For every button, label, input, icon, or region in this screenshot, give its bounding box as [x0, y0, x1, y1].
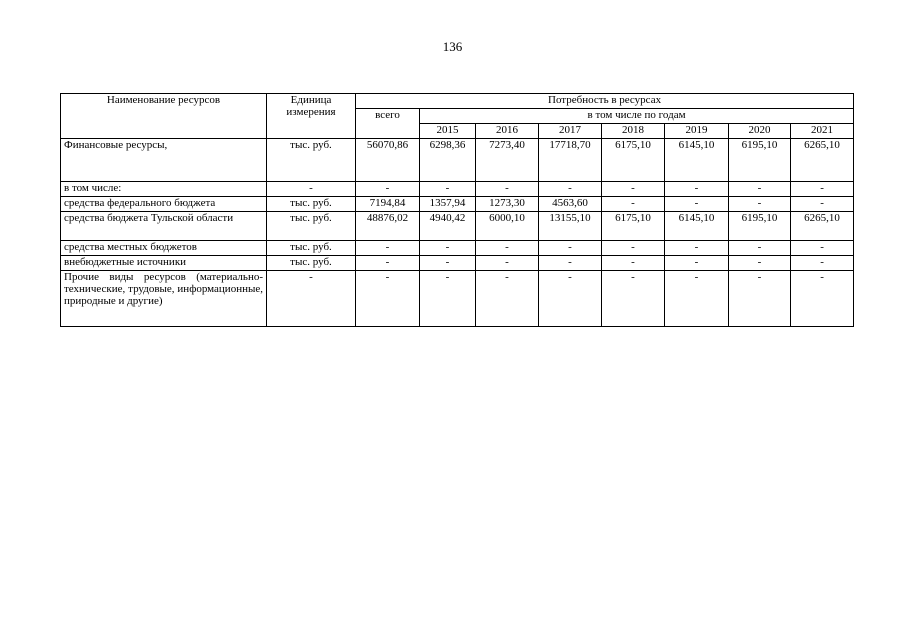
row-year-value: -	[539, 241, 602, 256]
header-by-years: в том числе по годам	[420, 109, 854, 124]
row-year-value: 1273,30	[476, 197, 539, 212]
row-name: Финансовые ресурсы,	[61, 139, 267, 182]
row-year-value: -	[791, 182, 854, 197]
row-year-value: -	[539, 256, 602, 271]
row-year-value: -	[729, 256, 791, 271]
row-year-value: 6000,10	[476, 212, 539, 241]
row-unit: тыс. руб.	[267, 139, 356, 182]
row-year-value: -	[602, 256, 665, 271]
row-year-value: 6265,10	[791, 212, 854, 241]
header-name: Наименование ресурсов	[61, 94, 267, 139]
row-name: в том числе:	[61, 182, 267, 197]
row-year-value: -	[420, 256, 476, 271]
row-year-value: 1357,94	[420, 197, 476, 212]
row-year-value: -	[539, 271, 602, 327]
row-year-value: -	[665, 256, 729, 271]
row-year-value: -	[602, 241, 665, 256]
header-year: 2021	[791, 124, 854, 139]
row-total: -	[356, 271, 420, 327]
row-name: средства федерального бюджета	[61, 197, 267, 212]
table-row	[61, 271, 854, 327]
row-name: внебюджетные источники	[61, 256, 267, 271]
row-year-value: -	[791, 241, 854, 256]
row-year-value: -	[729, 241, 791, 256]
table-row	[61, 197, 854, 212]
table-row	[61, 241, 854, 256]
table-row	[61, 212, 854, 241]
row-name: средства бюджета Тульской области	[61, 212, 267, 241]
row-year-value: -	[420, 182, 476, 197]
row-total: 7194,84	[356, 197, 420, 212]
row-year-value: 6145,10	[665, 212, 729, 241]
row-year-value: 6145,10	[665, 139, 729, 182]
row-year-value: -	[729, 271, 791, 327]
row-year-value: -	[476, 241, 539, 256]
header-year: 2020	[729, 124, 791, 139]
row-year-value: -	[665, 241, 729, 256]
row-year-value: -	[791, 271, 854, 327]
row-year-value: -	[420, 271, 476, 327]
header-unit: Единица измерения	[267, 94, 356, 139]
header-year: 2017	[539, 124, 602, 139]
row-year-value: -	[476, 256, 539, 271]
row-total: -	[356, 256, 420, 271]
table-row	[61, 256, 854, 271]
row-year-value: -	[791, 256, 854, 271]
row-year-value: -	[539, 182, 602, 197]
row-name: Прочие виды ресурсов (материально-технические, трудовые, информационные, природные и другие)	[61, 271, 267, 327]
header-row-1	[61, 94, 854, 109]
row-year-value: -	[665, 271, 729, 327]
row-year-value: 17718,70	[539, 139, 602, 182]
row-name: средства местных бюджетов	[61, 241, 267, 256]
row-year-value: 13155,10	[539, 212, 602, 241]
row-year-value: 6175,10	[602, 212, 665, 241]
row-unit: тыс. руб.	[267, 197, 356, 212]
row-year-value: -	[602, 182, 665, 197]
row-year-value: 4940,42	[420, 212, 476, 241]
row-year-value: -	[602, 197, 665, 212]
row-total: 56070,86	[356, 139, 420, 182]
row-unit: -	[267, 182, 356, 197]
row-year-value: -	[729, 182, 791, 197]
header-need: Потребность в ресурсах	[356, 94, 854, 109]
row-unit: тыс. руб.	[267, 212, 356, 241]
row-year-value: -	[420, 241, 476, 256]
row-year-value: 6195,10	[729, 139, 791, 182]
header-year: 2015	[420, 124, 476, 139]
row-year-value: 6175,10	[602, 139, 665, 182]
row-year-value: 7273,40	[476, 139, 539, 182]
header-year: 2019	[665, 124, 729, 139]
row-year-value: -	[729, 197, 791, 212]
row-year-value: -	[665, 197, 729, 212]
row-year-value: -	[665, 182, 729, 197]
row-year-value: -	[791, 197, 854, 212]
table-row	[61, 182, 854, 197]
row-year-value: 6298,36	[420, 139, 476, 182]
header-year: 2018	[602, 124, 665, 139]
row-year-value: 6195,10	[729, 212, 791, 241]
row-year-value: -	[602, 271, 665, 327]
row-total: 48876,02	[356, 212, 420, 241]
header-total: всего	[356, 109, 420, 139]
resources-table	[60, 93, 854, 327]
row-unit: тыс. руб.	[267, 241, 356, 256]
page-number: 136	[442, 39, 463, 54]
row-total: -	[356, 241, 420, 256]
row-unit: -	[267, 271, 356, 327]
row-year-value: 6265,10	[791, 139, 854, 182]
row-year-value: 4563,60	[539, 197, 602, 212]
row-year-value: -	[476, 182, 539, 197]
row-year-value: -	[476, 271, 539, 327]
row-unit: тыс. руб.	[267, 256, 356, 271]
header-year: 2016	[476, 124, 539, 139]
row-total: -	[356, 182, 420, 197]
table-row	[61, 139, 854, 182]
